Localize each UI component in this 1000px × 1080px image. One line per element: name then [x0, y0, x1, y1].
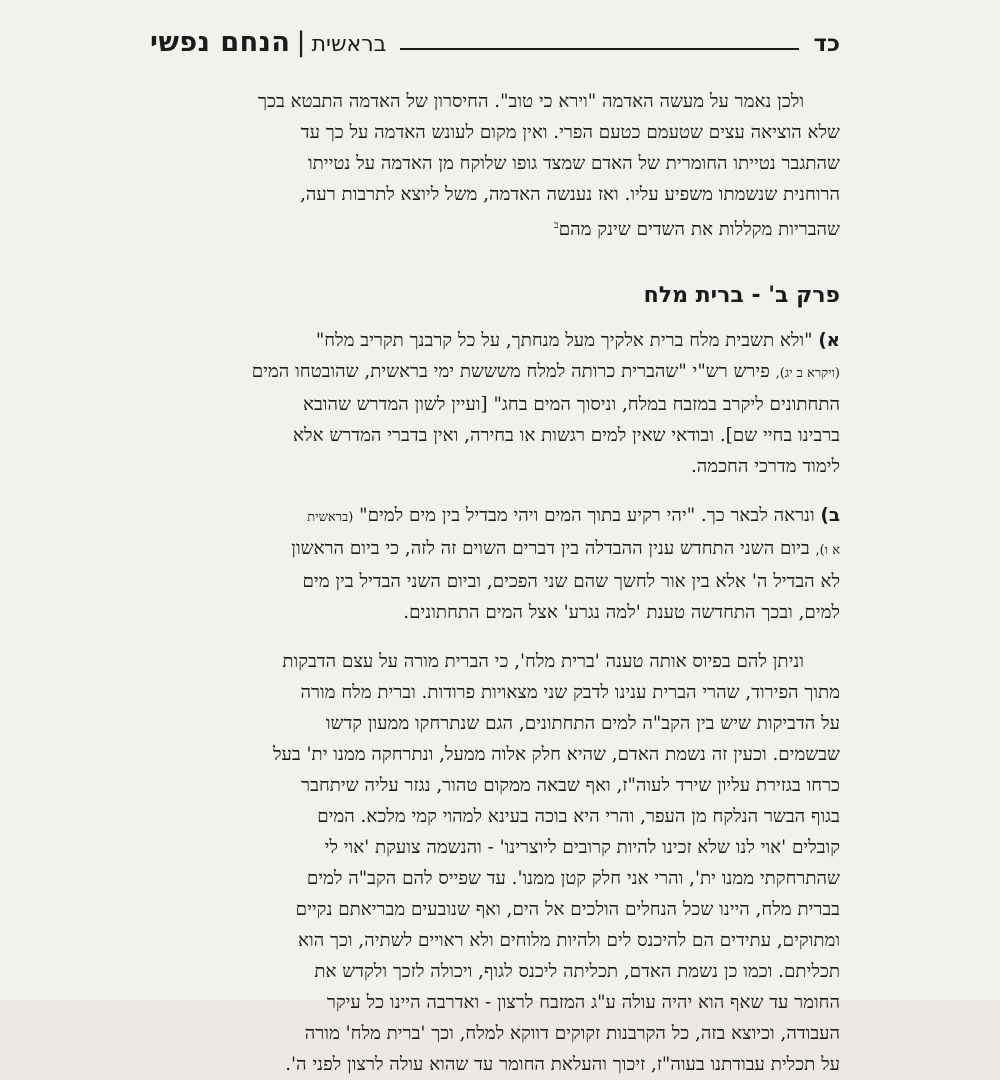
text-line [160, 533, 840, 566]
text-line: ולכן נאמר על מעשה האדמה "וירא כי טוב". החיסרון של האדמה התבטא בכך [258, 91, 804, 112]
item-label-b: ב) [820, 505, 840, 527]
text-line: תכליתם. וכמו כן נשמת האדם, תכליתה ליכנס לגוף, ויכולה לזכך ולקדש את [314, 961, 840, 983]
text-line [160, 500, 840, 533]
text-line: למים, ובכך התחדשה טענת 'למה נגרע' אצל המים התחתונים. [403, 602, 840, 624]
text-line: החומר עד שאף הוא יהיה עולה ע"ג המזבח לרצון - ואדרבה היינו כל עיקר [326, 992, 840, 1014]
text-line-content: שהבריות מקללות את השדים שינק מהם [558, 219, 840, 241]
text-line: בגוף הבשר הנלקח מן העפר, והרי היא בוכה בעינא למהוי קמי מלכא. המים [317, 806, 840, 828]
chapter-title: פרק ב' - ברית מלח [643, 283, 840, 309]
text-line [160, 325, 840, 356]
paragraph-a [160, 325, 840, 482]
text-line: וניתן להם בפיוס אותה טענה 'ברית מלח', כי הברית מורה על עצם הדבקות [282, 651, 804, 673]
paragraph-c [160, 646, 840, 1080]
text-line: ברבינו בחיי שם]. ובודאי שאין למים רגשות או בחירה, ואין בדברי המדרש אלא [293, 425, 840, 447]
text-line: כרחו בגזירת עליון שירד לעוה"ז, ואף שבאה ממקום טהור, נגזר עליה שיתחבר [301, 775, 840, 797]
page-number: כד [813, 31, 840, 57]
text-line: התחתונים ליקרב במזבח במלח, וניסוך המים בחג" [ועיין לשון המדרש שהובא [302, 394, 840, 416]
paragraph-b [160, 500, 840, 628]
text-line: שהתגבר נטייתו החומרית של האדם שמצד גופו שלוקח מן האדמה על נטייתו [307, 153, 840, 174]
text-line: מתוך הפירוד, שהרי הברית ענינו לדבק שני מצאויות פרודות. וברית מלח מורה [300, 682, 840, 704]
text-line-content: ונראה לבאר כך. "יהי רקיע בתוך המים ויהי מבדיל בין מים למים" [359, 505, 815, 527]
source-reference-start: (בראשית [307, 510, 354, 526]
text-line: שלא הוציאה עצים שטעמם כטעם הפרי. ואין מקום לעונש האדמה על כך עד [300, 122, 840, 143]
page-body [160, 86, 840, 1080]
text-line: על תכלית עבודתנו בעוה"ז, זיכוך והעלאת החומר עד שהוא עולה לרצון לפני ה'. [285, 1054, 840, 1076]
text-line: קובלים 'אוי לנו שלא זכינו להיות קרובים ליוצרינו' - והנשמה צועקת 'אוי לי [324, 837, 840, 859]
text-line: שבשמים. וכעין זה נשמת האדם, שהיא חלק אלוה ממעל, ונתרחקה ממנו ית' בעל [273, 744, 840, 766]
header-rule [400, 48, 799, 50]
text-line: העבודה, וכיוצא בזה, כל הקרבנות זקוקים דווקא למלח, וכך 'ברית מלח' מורה [304, 1023, 840, 1045]
source-reference-end: א ו), [815, 543, 840, 559]
source-reference: (ויקרא ב יג), [775, 366, 840, 382]
section-name: בראשית [311, 32, 387, 57]
page-header [150, 14, 840, 56]
book-title: הנחם נפשי [150, 27, 291, 58]
intro-paragraph [160, 86, 840, 245]
text-line-content: ביום השני התחדש ענין ההבדלה בין דברים השוים זה לזה, כי ביום הראשון [291, 538, 810, 560]
footnote-marker: ב [553, 220, 559, 231]
item-label-a: א) [818, 330, 840, 352]
text-line [160, 210, 840, 245]
text-line: על הדביקות שיש בין הקב"ה למים התחתונים, הגם שנתרחקו ממעון קדשו [325, 713, 840, 735]
text-line: ומתוקים, עתידים הם להיכנס לים ולהיות מלוחים ולא ראויים לשתיה, וכך הוא [298, 930, 840, 952]
text-line: הרוחנית שנשמתו משפיע עליו. ואז נענשה האדמה, משל ליוצא לתרבות רעה, [300, 184, 840, 205]
text-line-content: פירש רש"י "שהברית כרותה למלח משששת ימי בראשית, שהובטחו המים [251, 361, 770, 383]
header-separator: | [296, 27, 306, 58]
text-line [160, 356, 840, 389]
text-line: לימוד מדרכי החכמה. [690, 456, 840, 478]
text-line-content: "ולא תשבית מלח ברית אלקיך מעל מנחתך, על כל קרבנך תקריב מלח" [315, 330, 813, 352]
paragraph-gap [160, 628, 840, 646]
paragraph-gap [160, 482, 840, 500]
text-line: לא הבדיל ה' אלא בין אור לחשך שהם שני הפכים, וביום השני הבדיל בין מים [302, 571, 840, 593]
text-line: בברית מלח, היינו שכל הנחלים הולכים אל הים, ואף שנובעים מבריאתם נקיים [295, 899, 840, 921]
text-line: שהתרחקתי ממנו ית', והרי אני חלק קטן ממנו'. עד שפייס להם הקב"ה למים [306, 868, 840, 890]
